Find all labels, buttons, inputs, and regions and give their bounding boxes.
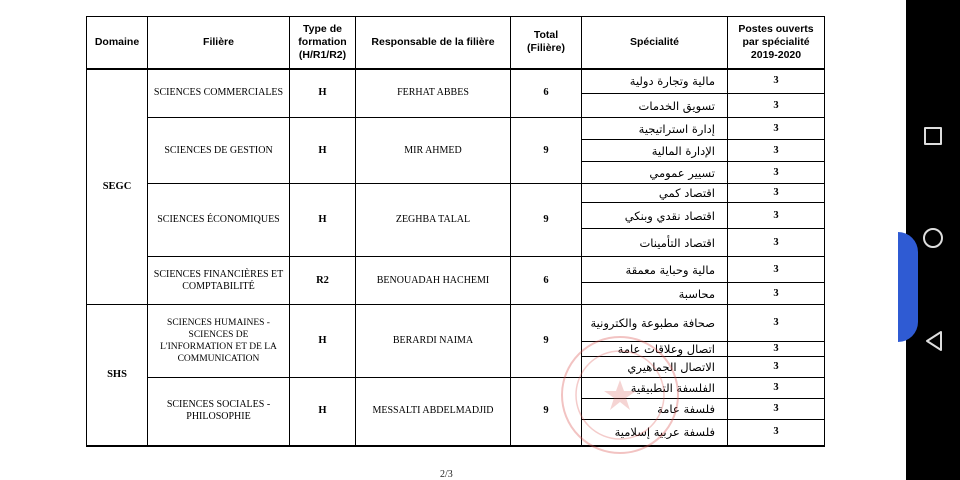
specialite-cell: الإدارة المالية	[582, 140, 728, 162]
table-row	[87, 118, 825, 140]
header-responsable: Responsable de la filière	[356, 17, 511, 69]
responsable-cell: MIR AHMED	[356, 118, 511, 184]
postes-table	[86, 16, 825, 447]
specialite-cell: اقتصاد التأمينات	[582, 229, 728, 257]
type-cell: H	[290, 69, 356, 118]
specialite-cell: مالية وتجارة دولية	[582, 69, 728, 94]
responsable-cell: FERHAT ABBES	[356, 69, 511, 118]
type-cell: H	[290, 378, 356, 446]
total-cell: 9	[511, 118, 582, 184]
specialite-cell: مالية وحباية معمقة	[582, 257, 728, 283]
specialite-cell: اقتصاد كمي	[582, 184, 728, 203]
postes-cell: 3	[728, 94, 825, 118]
triangle-back-icon[interactable]	[924, 330, 944, 352]
table-row	[87, 257, 825, 283]
filiere-cell: SCIENCES HUMAINES - SCIENCES DE L'INFORMATION ET DE LA COMMUNICATION	[148, 305, 290, 378]
table-row	[87, 184, 825, 203]
domaine-cell: SHS	[87, 305, 148, 446]
responsable-cell: BENOUADAH HACHEMI	[356, 257, 511, 305]
specialite-cell: محاسبة	[582, 283, 728, 305]
specialite-cell: اتصال وعلاقات عامة	[582, 342, 728, 357]
postes-cell: 3	[728, 257, 825, 283]
type-cell: H	[290, 184, 356, 257]
postes-cell: 3	[728, 184, 825, 203]
filiere-cell: SCIENCES SOCIALES - PHILOSOPHIE	[148, 378, 290, 446]
floating-edge-handle[interactable]	[898, 232, 918, 342]
total-cell: 6	[511, 69, 582, 118]
header-row	[87, 17, 825, 69]
responsable-cell: ZEGHBA TALAL	[356, 184, 511, 257]
header-total: Total (Filière)	[511, 17, 582, 69]
specialite-cell: اقتصاد نقدي وبنكي	[582, 203, 728, 229]
total-cell: 6	[511, 257, 582, 305]
total-cell: 9	[511, 378, 582, 446]
header-postes: Postes ouverts par spécialité 2019-2020	[728, 17, 825, 69]
header-type: Type de formation (H/R1/R2)	[290, 17, 356, 69]
specialite-cell: تسيير عمومي	[582, 162, 728, 184]
postes-cell: 3	[728, 162, 825, 184]
specialite-cell: صحافة مطبوعة والكترونية	[582, 305, 728, 342]
header-domaine: Domaine	[87, 17, 148, 69]
postes-cell: 3	[728, 399, 825, 420]
specialite-cell: فلسفة عامة	[582, 399, 728, 420]
total-cell: 9	[511, 184, 582, 257]
postes-cell: 3	[728, 229, 825, 257]
postes-cell: 3	[728, 357, 825, 378]
postes-cell: 3	[728, 305, 825, 342]
specialite-cell: فلسفة عربية إسلامية	[582, 420, 728, 446]
filiere-cell: SCIENCES ÉCONOMIQUES	[148, 184, 290, 257]
table-row	[87, 69, 825, 94]
type-cell: H	[290, 305, 356, 378]
table-row	[87, 378, 825, 399]
postes-cell: 3	[728, 283, 825, 305]
specialite-cell: الفلسفة التطبيقية	[582, 378, 728, 399]
responsable-cell: BERARDI NAIMA	[356, 305, 511, 378]
specialite-cell: الاتصال الجماهيري	[582, 357, 728, 378]
postes-cell: 3	[728, 69, 825, 94]
specialite-cell: إدارة استراتيجية	[582, 118, 728, 140]
filiere-cell: SCIENCES FINANCIÈRES ET COMPTABILITÉ	[148, 257, 290, 305]
responsable-cell: MESSALTI ABDELMADJID	[356, 378, 511, 446]
postes-cell: 3	[728, 118, 825, 140]
filiere-cell: SCIENCES COMMERCIALES	[148, 69, 290, 118]
type-cell: R2	[290, 257, 356, 305]
header-specialite: Spécialité	[582, 17, 728, 69]
header-filiere: Filière	[148, 17, 290, 69]
table-row	[87, 305, 825, 342]
type-cell: H	[290, 118, 356, 184]
page-number: 2/3	[440, 469, 453, 480]
postes-cell: 3	[728, 420, 825, 446]
square-icon[interactable]	[924, 127, 942, 145]
postes-cell: 3	[728, 342, 825, 357]
postes-cell: 3	[728, 378, 825, 399]
postes-cell: 3	[728, 203, 825, 229]
domaine-cell: SEGC	[87, 69, 148, 305]
filiere-cell: SCIENCES DE GESTION	[148, 118, 290, 184]
total-cell: 9	[511, 305, 582, 378]
circle-icon[interactable]	[923, 228, 943, 248]
specialite-cell: تسويق الخدمات	[582, 94, 728, 118]
postes-cell: 3	[728, 140, 825, 162]
